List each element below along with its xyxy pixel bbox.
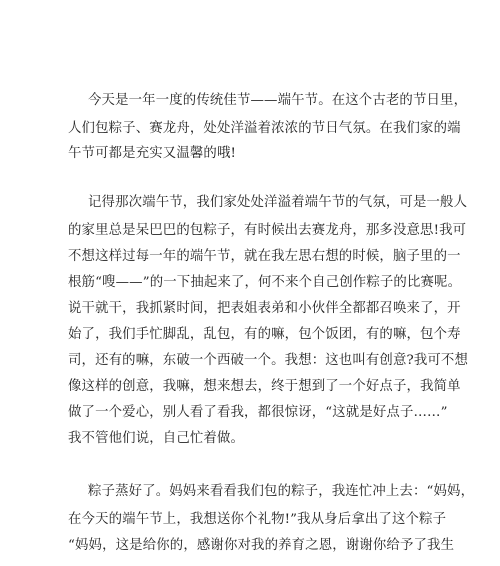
paragraph-1-line-1: 今天是一年一度的传统佳节——端午节。在这个古老的节日里， (88, 93, 468, 108)
paragraph-2-line-2: 的家里总是呆巴巴的包粽子，有时候出去赛龙舟，那多没意思!我可 (68, 223, 467, 238)
paragraph-2-line-3: 不想这样过每一年的端午节，就在我左思右想的时候，脑子里的一 (68, 249, 461, 264)
paragraph-2-line-6: 始了，我们手忙脚乱，乱包，有的嘛，包个饭团，有的嘛，包个寿 (68, 327, 461, 342)
paragraph-1-line-3: 午节可都是充实又温馨的哦! (68, 146, 237, 161)
paragraph-2-line-1: 记得那次端午节，我们家处处洋溢着端午节的气氛，可是一般人 (88, 195, 468, 210)
paragraph-2-line-8: 像这样的创意，我嘛，想来想去，终于想到了一个好点子，我简单 (68, 379, 461, 394)
paragraph-3-line-3: “妈妈，这是给你的，感谢你对我的养育之恩，谢谢你给予了我生 (68, 538, 455, 553)
paragraph-2-line-9: 做了一个爱心，别人看了看我，都很惊讶，“这就是好点子……” (68, 405, 448, 420)
paragraph-3-line-1: 粽子蒸好了。妈妈来看看我们包的粽子，我连忙冲上去：“妈妈， (88, 484, 475, 499)
paragraph-3-line-2: 在今天的端午节上，我想送你个礼物!”我从身后拿出了这个粽子 (68, 512, 447, 527)
paragraph-1-line-2: 人们包粽子、赛龙舟，处处洋溢着浓浓的节日气氛。在我们家的端 (68, 121, 461, 136)
paragraph-2-line-4: 根筋“嗖——”的一下抽起来了，何不来个自己创作粽子的比赛呢。 (68, 275, 462, 290)
paragraph-2-line-10: 我不管他们说，自己忙着做。 (68, 431, 245, 446)
paragraph-2-line-5: 说干就干，我抓紧时间，把表姐表弟和小伙伴全都都召唤来了，开 (68, 301, 461, 316)
paragraph-2-line-7: 司，还有的嘛，东破一个西破一个。我想：这也叫有创意?我可不想 (68, 353, 469, 368)
